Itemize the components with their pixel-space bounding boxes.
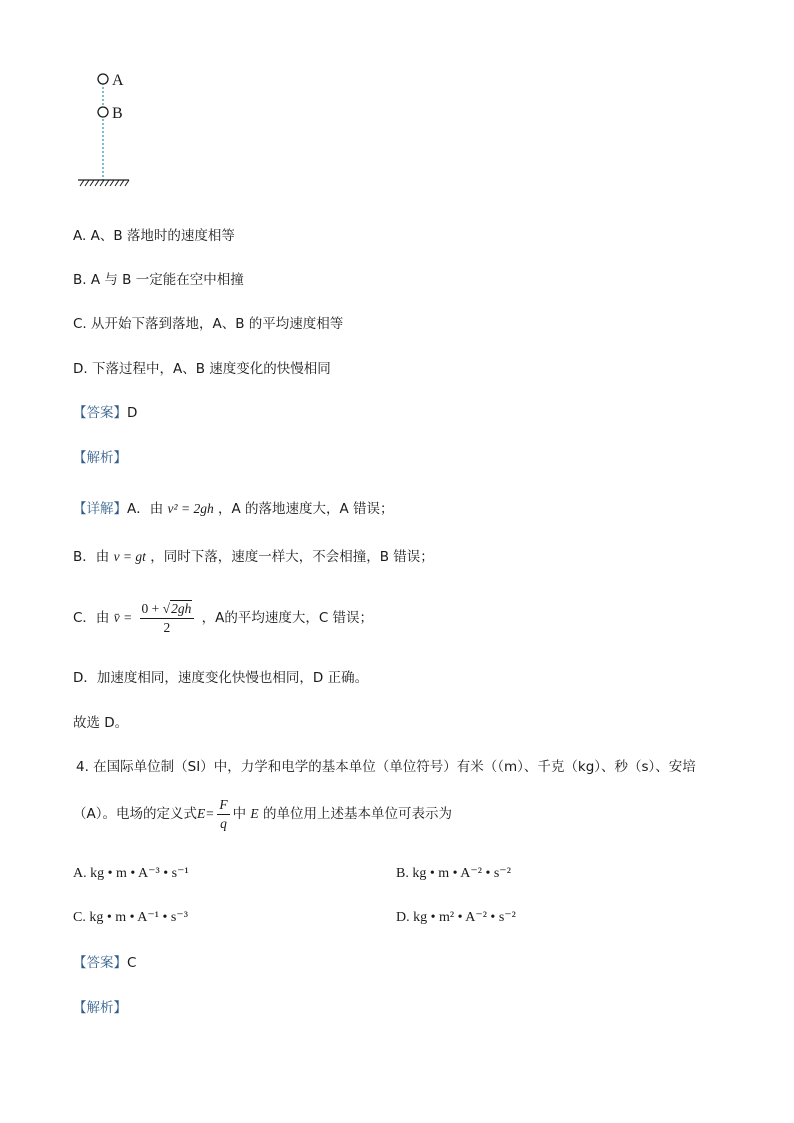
q4-option-d: D. kg • m² • A⁻² • s⁻² xyxy=(396,910,516,925)
fraction-numerator: 0 + √2gh xyxy=(140,600,195,619)
answer-value: D xyxy=(127,405,138,421)
q4-option-b: B. kg • m • A⁻² • s⁻² xyxy=(396,866,511,881)
ball-a xyxy=(98,74,108,84)
fraction-denominator: 2 xyxy=(163,619,171,635)
q3-detail-d: D．加速度相同，速度变化快慢也相同，D 正确。 xyxy=(73,670,369,686)
detail-b-prefix: B．由 xyxy=(73,549,110,565)
formula-v-gt: v = gt xyxy=(113,549,146,564)
detail-a-suffix: ，A 的落地速度大，A 错误； xyxy=(218,501,394,517)
q3-detail-c xyxy=(73,592,373,644)
q4-option-a: A. kg • m • A⁻³ • s⁻¹ xyxy=(73,866,189,881)
q4-stem-mid: 中 xyxy=(232,806,247,822)
q3-detail-a xyxy=(73,499,394,519)
ground-hatch xyxy=(80,180,129,186)
q3-option-a: A. A、B 落地时的速度相等 xyxy=(73,228,235,244)
detail-c-suffix: ，A的平均速度大，C 错误； xyxy=(201,610,374,626)
q4-stem-line2 xyxy=(73,790,452,838)
avg-velocity-fraction xyxy=(140,600,195,637)
q4-stem-prefix: （A）。电场的定义式 xyxy=(73,806,197,822)
fraction-denominator-q: q xyxy=(220,815,227,831)
free-fall-figure xyxy=(70,62,150,192)
q3-answer xyxy=(73,403,137,423)
q3-option-b: B. A 与 B 一定能在空中相撞 xyxy=(73,272,244,288)
detail-c-prefix: C．由 xyxy=(73,610,110,626)
label-b: B xyxy=(112,105,123,122)
q3-conclusion: 故选 D。 xyxy=(73,715,129,731)
detail-b-suffix: ，同时下落，速度一样大，不会相撞，B 错误； xyxy=(150,549,434,565)
q4-stem-suffix: 的单位用上述基本单位可表示为 xyxy=(262,806,452,822)
q3-option-d: D. 下落过程中，A、B 速度变化的快慢相同 xyxy=(73,361,331,377)
q4-stem-line1: 4. 在国际单位制（SI）中，力学和电学的基本单位（单位符号）有米（（m）、千克（kg）、秒（s）、安培 xyxy=(76,759,696,775)
answer-value: C xyxy=(127,955,137,971)
q4-var-e: E xyxy=(250,806,259,821)
answer-tag: 【答案】 xyxy=(73,405,127,421)
formula-v-squared: v² = 2gh xyxy=(167,501,214,516)
q4-option-c: C. kg • m • A⁻¹ • s⁻³ xyxy=(73,910,188,925)
answer-tag: 【答案】 xyxy=(73,955,127,971)
q4-analysis-tag: 【解析】 xyxy=(73,1000,127,1016)
label-a: A xyxy=(112,72,124,89)
q3-detail-b xyxy=(73,547,434,567)
q4-formula-lhs: E= xyxy=(197,806,215,821)
q3-option-c: C. 从开始下落到落地，A、B 的平均速度相等 xyxy=(73,316,344,332)
formula-avg-v: v̄ = xyxy=(113,610,133,625)
ball-b xyxy=(98,107,108,117)
detail-a-prefix: A．由 xyxy=(127,501,164,517)
detail-tag: 【详解】 xyxy=(73,501,127,517)
fraction-numerator-f: F xyxy=(217,796,229,815)
q3-analysis-tag: 【解析】 xyxy=(73,450,127,466)
q4-answer xyxy=(73,953,136,973)
field-definition-fraction xyxy=(217,796,229,833)
